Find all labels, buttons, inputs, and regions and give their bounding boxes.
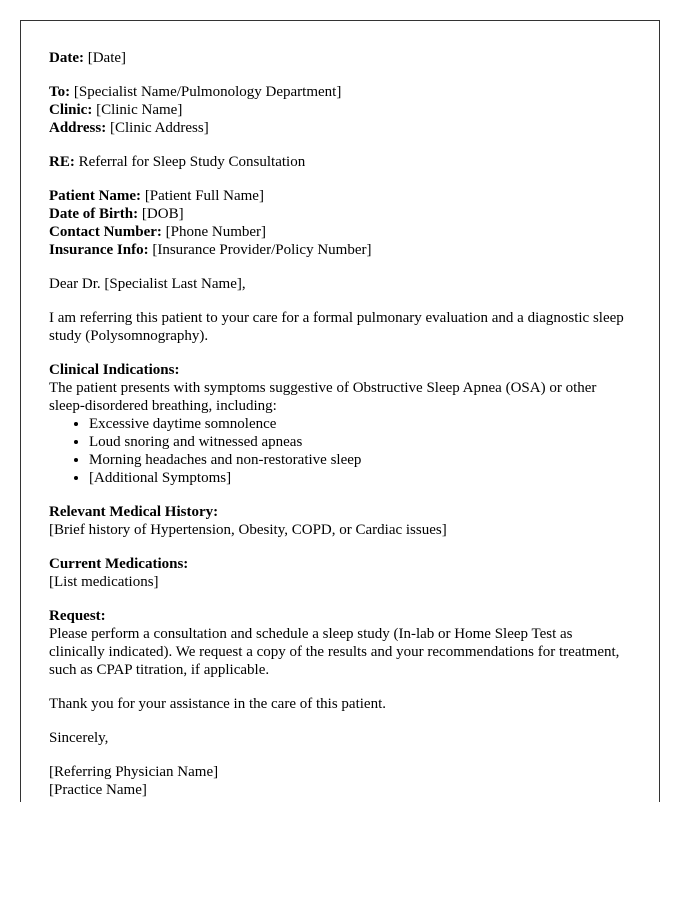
thanks-paragraph: Thank you for your assistance in the care of this patient.	[49, 696, 386, 712]
clinic-label: Clinic:	[49, 102, 93, 118]
re-label: RE:	[49, 154, 75, 170]
patient-name-value: [Patient Full Name]	[144, 188, 264, 204]
clinic-value: [Clinic Name]	[96, 102, 183, 118]
request-heading: Request:	[49, 608, 106, 624]
medications-text: [List medications]	[49, 574, 159, 590]
address-line	[49, 119, 631, 137]
patient-name-label: Patient Name:	[49, 188, 142, 204]
address-value: [Clinic Address]	[109, 120, 209, 136]
re-line	[49, 153, 631, 171]
clinical-heading: Clinical Indications:	[49, 362, 180, 378]
symptom-item: • Loud snoring and witnessed apneas	[89, 433, 631, 451]
history-text: [Brief history of Hypertension, Obesity, COPD, or Cardiac issues]	[49, 522, 447, 538]
signoff: Sincerely,	[49, 730, 109, 746]
insurance-line	[49, 241, 631, 259]
date-label: Date:	[49, 50, 84, 66]
recipient-block	[49, 83, 631, 137]
contact-label: Contact Number:	[49, 224, 162, 240]
symptom-list	[49, 415, 631, 487]
physician-name: [Referring Physician Name]	[49, 764, 219, 780]
contact-value: [Phone Number]	[165, 224, 267, 240]
clinic-line	[49, 101, 631, 119]
dob-label: Date of Birth:	[49, 206, 139, 222]
physician-title: [Practice Name]	[49, 782, 147, 798]
symptom-item: • Excessive daytime somnolence	[89, 415, 631, 433]
intro-paragraph: I am referring this patient to your care for a formal pulmonary evaluation and a diagnostic sleep study (Polysomnography).	[49, 310, 624, 344]
patient-name-line	[49, 187, 631, 205]
dob-line	[49, 205, 631, 223]
symptom-item: • Morning headaches and non-restorative sleep	[89, 451, 631, 469]
patient-info-block	[49, 187, 631, 259]
to-value: [Specialist Name/Pulmonology Department]	[73, 84, 342, 100]
contact-line	[49, 223, 631, 241]
request-text: Please perform a consultation and schedule a sleep study (In-lab or Home Sleep Test as clinically indicated). We request a copy of the results and your recommendations for treatment, such as CPAP titration, if applicable.	[49, 626, 620, 678]
medical-history-section	[49, 503, 631, 539]
to-line	[49, 83, 631, 101]
to-label: To:	[49, 84, 71, 100]
request-section	[49, 607, 631, 679]
signature-block	[49, 763, 631, 799]
date-line	[49, 49, 631, 67]
re-value: Referral for Sleep Study Consultation	[78, 154, 306, 170]
address-label: Address:	[49, 120, 107, 136]
dob-value: [DOB]	[141, 206, 184, 222]
letter-body	[21, 21, 659, 799]
medications-section	[49, 555, 631, 591]
date-value: [Date]	[87, 50, 127, 66]
letter-page	[20, 20, 660, 802]
clinical-text: The patient presents with symptoms suggestive of Obstructive Sleep Apnea (OSA) or other sleep-disordered breathing, including:	[49, 380, 597, 414]
insurance-label: Insurance Info:	[49, 242, 149, 258]
symptom-item: • [Additional Symptoms]	[89, 469, 631, 487]
medications-heading: Current Medications:	[49, 556, 189, 572]
clinical-indications-section	[49, 361, 631, 487]
history-heading: Relevant Medical History:	[49, 504, 219, 520]
insurance-value: [Insurance Provider/Policy Number]	[152, 242, 372, 258]
salutation: Dear Dr. [Specialist Last Name],	[49, 276, 246, 292]
